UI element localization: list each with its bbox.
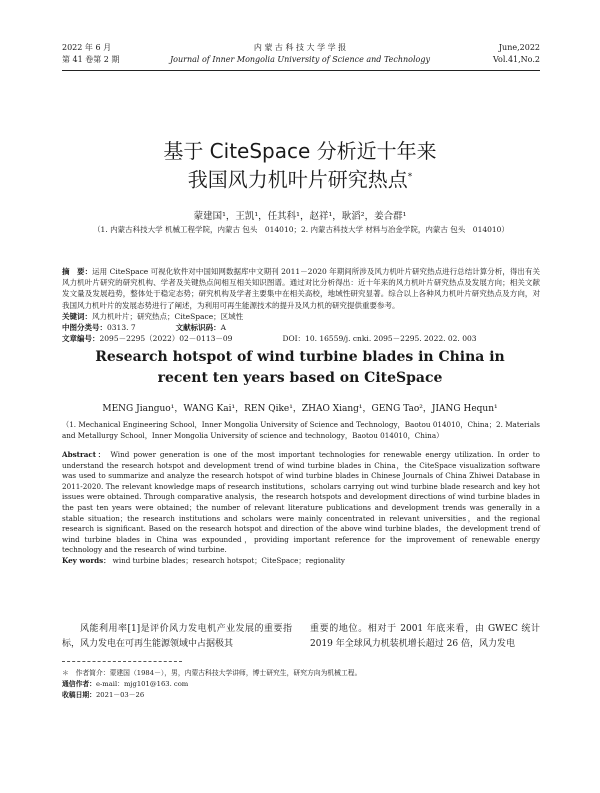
issue-date: 2022 年 6 月 <box>62 43 112 52</box>
article-no-label: 文章编号： <box>62 334 100 344</box>
keywords-label-en: Key words： <box>62 555 111 565</box>
chinese-abstract <box>62 266 540 311</box>
chinese-abstract-block <box>62 266 540 344</box>
doi: DOI：10. 16559/j. cnki. 2095－2295. 2022. 02. 003 <box>282 334 477 344</box>
abstract-text-en: Wind power generation is one of the most important technologies for renewable energy utilization. In order to understand the research hotspot and development trend of wind turbine blades in China，the CiteSpace visualization software was used to summarize and analyze the research hotspot of wind turbine blades in Chinese Journals of China Zhiwei Database in 2011-2020. The relevant knowledge maps of research institutions，scholars carrying out wind turbine blade research and key hot issues were obtained. Through comparative analysis，the research hotspots and development directions of wind turbine blades in the past ten years were obtained；the number of relevant literature publications and development trends was generally in a stable situation；the research institutions and scholars were mainly concentrated in relevant universities，and the regional research is significant. Based on the research hotspot and direction of the above wind turbine blades，the development trend of wind turbine blades in China was expounded，providing important reference for the improvement of renewable energy technology and the research of wind turbine. <box>62 450 540 555</box>
classification-row <box>62 322 540 333</box>
english-title-line1: Research hotspot of wind turbine blades in China in <box>95 349 505 365</box>
header-divider <box>62 70 540 71</box>
journal-name-cn: 内 蒙 古 科 技 大 学 学 报 <box>253 43 347 52</box>
received-date <box>62 690 540 701</box>
footnote-block <box>62 668 540 701</box>
chinese-affiliations: （1. 内蒙古科技大学 机械工程学院，内蒙古 包头 014010；2. 内蒙古科技大学 材料与冶金学院，内蒙古 包头 014010） <box>93 225 509 234</box>
keywords-label-cn: 关键词： <box>62 311 92 321</box>
keywords-text-en: wind turbine blades；research hotspot；CiteSpace；regionality <box>112 555 345 565</box>
abstract-label-en: Abstract： <box>62 450 107 459</box>
chinese-title <box>0 138 600 193</box>
corresponding-email: e-mail：mjg101@163. com <box>95 680 189 688</box>
english-authors: MENG Jianguo¹，WANG Kai¹，REN Qike¹，ZHAO Xiang¹，GENG Tao²，JIANG Hequn¹ <box>102 404 498 414</box>
received-label: 收稿日期： <box>62 691 96 699</box>
keywords-text-cn: 风力机叶片；研究热点；CiteSpace；区域性 <box>92 311 244 321</box>
english-abstract <box>62 450 540 556</box>
article-number-row <box>62 333 540 344</box>
journal-name-en: Journal of Inner Mongolia University of Science and Technology <box>169 55 431 64</box>
body-column-left: 风能利用率[1]是评价风力发电机产业发展的重要指标，风力发电在可再生能源领域中占据极其 <box>62 624 292 649</box>
doc-code-value: A <box>220 323 227 333</box>
chinese-authors: 蒙建国¹，王凯¹，任其科¹，赵祥¹，耿滔²，姜合群¹ <box>193 211 407 222</box>
article-no-value: 2095－2295（2022）02－0113－09 <box>99 334 233 344</box>
volume-issue-en: Vol.41,No.2 <box>493 55 540 64</box>
english-title-line2: recent ten years based on CiteSpace <box>157 370 443 386</box>
received-value: 2021－03－26 <box>95 691 145 699</box>
abstract-label-cn: 摘 要： <box>62 267 93 276</box>
corresponding-author <box>62 679 540 690</box>
author-bio: ＊ 作者简介：蒙建国（1984－），男，内蒙古科技大学讲师，博士研究生，研究方向为机械工程。 <box>62 669 362 677</box>
body-column-right: 重要的地位。相对于 2001 年底来看，由 GWEC 统计 2019 年全球风力机装机增长超过 26 倍，风力发电 <box>310 624 540 649</box>
english-abstract-block <box>62 450 540 567</box>
chinese-title-line1: 基于 CiteSpace 分析近十年来 <box>163 139 437 163</box>
abstract-text-cn: 运用 CiteSpace 可视化软件对中国知网数据库中文期刊 2011－2020 年期间所涉及风力机叶片研究热点进行总结计算分析，得出有关风力机叶片研究的研究机构、学者及关键热点间相互相关知识图谱。通过对比分析得出：近十年来的风力机叶片研究热点及发展方向；相关文献发文量及发展趋势，整体处于稳定态势；研究机构及学者主要集中在相关高校，地域性研究显著。综合以上各种风力机叶片研究热点及方向，对我国风力机叶片的发展态势进行了阐述，为利用可再生能源技术的提升及风力机的研究提供重要参考。 <box>62 267 540 310</box>
chinese-keywords <box>62 311 540 322</box>
doc-code-label: 文献标识码： <box>175 323 221 333</box>
english-keywords <box>62 556 540 567</box>
english-affiliations: （1. Mechanical Engineering School，Inner Mongolia University of Science and Technology，Baotou 014010，China；2. Materials and Metallurgy School，Inner Mongolia University of science and technology，Baotou 014010，China） <box>62 420 540 440</box>
corresponding-label: 通信作者： <box>62 680 96 688</box>
issue-date-en: June,2022 <box>498 43 540 52</box>
journal-date-issue-en <box>493 42 540 66</box>
chinese-title-line2: 我国风力机叶片研究热点 <box>187 167 408 192</box>
volume-issue: 第 41 卷第 2 期 <box>62 55 120 64</box>
title-footnote-mark: * <box>407 172 413 182</box>
clc-value: 0313. 7 <box>107 323 136 333</box>
english-title <box>0 347 600 389</box>
clc-label: 中图分类号： <box>62 323 107 333</box>
footnote-divider <box>62 661 182 662</box>
